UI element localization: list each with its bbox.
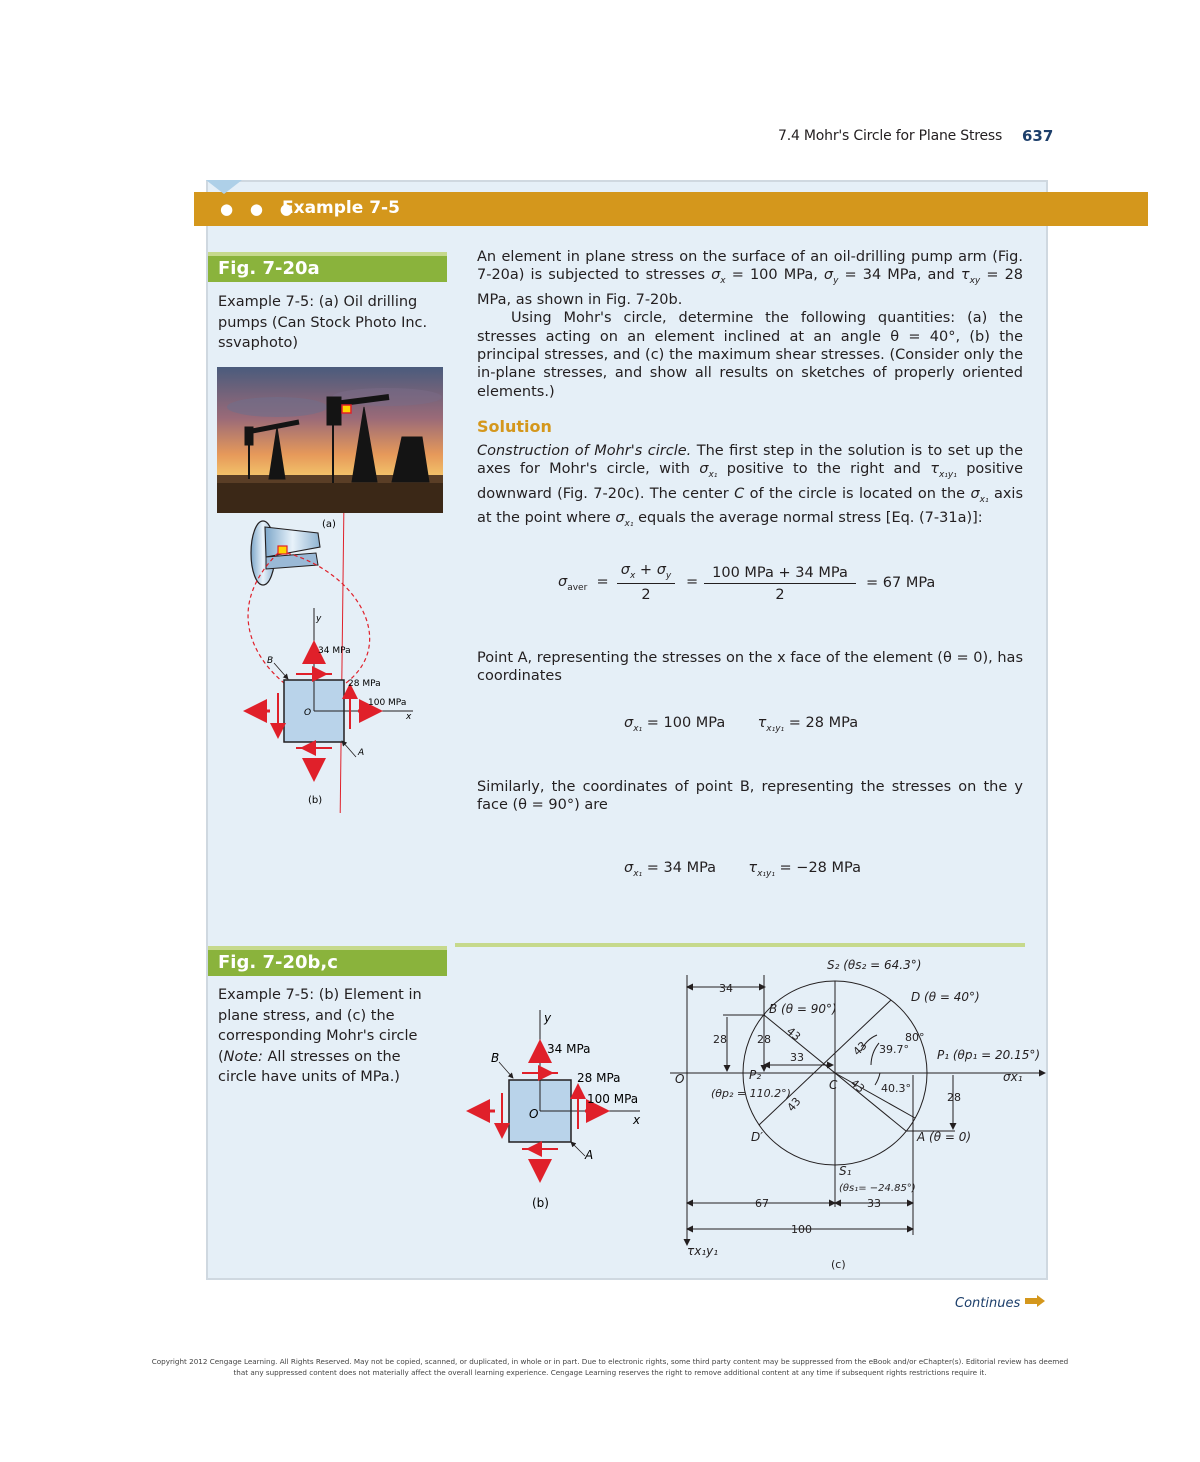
problem-text-1: An element in plane stress on the surface of an oil-drilling pump arm (Fig. 7-20a) is subjected to stresses	[477, 249, 1023, 284]
label-s1-angle: (θs₁= −24.85°)	[839, 1183, 916, 1194]
eq-frac1-den: 2	[641, 587, 651, 603]
label-p2: P₂	[749, 1068, 762, 1082]
continues-arrow-icon	[1025, 1295, 1045, 1307]
axis-y-label-b: y	[544, 1011, 552, 1025]
running-header: 7.4 Mohr's Circle for Plane Stress	[778, 128, 1003, 144]
label-a0: A (θ = 0)	[917, 1130, 972, 1144]
eq-frac2-den: 2	[775, 587, 785, 603]
stress-100-label: 100 MPa	[368, 698, 407, 708]
oil-pump-photo	[217, 367, 443, 513]
point-b-text: Similarly, the coordinates of point B, representing the stresses on the y face (θ = 90°) are	[477, 779, 1023, 814]
eq-frac1-num: $\sigma_x + \sigma_y$	[617, 562, 675, 584]
example-title: Example 7-5	[282, 198, 400, 218]
title-dots-icon: ● ● ●	[220, 200, 299, 218]
solution-text-6: equals the average normal stress [Eq. (7-31a)]:	[638, 510, 983, 526]
origin-label-b: O	[529, 1107, 539, 1121]
radius-43-lower-right: 43	[847, 1076, 867, 1096]
dim-28-mid: 28	[757, 1033, 771, 1046]
figure-caption: Example 7-5: (a) Oil drilling pumps (Can Stock Photo Inc. ssvaphoto)	[218, 294, 428, 351]
label-tau-axis: τx₁y₁	[687, 1244, 719, 1258]
figure-label-bc: Fig. 7-20b,c	[218, 952, 338, 973]
label-p2-angle: (θp₂ = 110.2°)	[711, 1087, 791, 1100]
eq-sigma-aver: $\sigma_{aver}$ =	[558, 574, 609, 593]
solution-heading: Solution	[477, 417, 552, 436]
radius-43-upper-left: 43	[783, 1024, 803, 1044]
eq-b-sigma: = 34 MPa	[646, 860, 717, 876]
label-b90: B (θ = 90°)	[769, 1002, 837, 1016]
label-d: D (θ = 40°)	[911, 990, 980, 1004]
sub-label-b: (b)	[308, 795, 323, 806]
figure-7-20b-element	[455, 1000, 655, 1215]
dim-28-right: 28	[947, 1091, 961, 1104]
figure-7-20ab-sketch	[208, 513, 448, 813]
point-a-label: A	[358, 748, 365, 758]
eq-equals: =	[686, 574, 699, 590]
page-number: 637	[1022, 127, 1054, 145]
problem-sy: = 34 MPa, and	[844, 267, 955, 284]
eq-result: = 67 MPa	[866, 575, 936, 591]
caption-bc-1: Example 7-5: (b) Element in plane stress, and (c) the corresponding Mohr's circle (	[218, 987, 422, 1065]
mohrs-circle-diagram	[665, 955, 1050, 1275]
origin-label: O	[304, 708, 312, 718]
point-a-text: Point A, representing the stresses on the x face of the element (θ = 0), has coordinates	[477, 650, 1023, 685]
angle-40-3: 40.3°	[881, 1082, 911, 1095]
point-b-label-b: B	[491, 1051, 500, 1065]
problem-statement: An element in plane stress on the surface of an oil-drilling pump arm (Fig. 7-20a) is subjected to stresses $\sigma_x = 100$ MPa, $\sigma_y = 34$ MPa, and $\tau_{xy} = 28$ MPa, as shown in Fig. 7-20b. Using Mohr's circle, determine the following quantities: (a) the stresses acting on an element inclined at an angle θ = 40°, (b) the principal stresses, and (c) the maximum shear stresses. (Consider only the in-plane stresses, and show all results on sketches of properly oriented elements.)	[477, 249, 1024, 400]
axis-x-label: x	[406, 712, 412, 722]
problem-txy: = 28 MPa, as shown in Fig. 7-20b.	[477, 267, 1024, 308]
dim-34: 34	[719, 982, 733, 995]
solution-intro: Construction of Mohr's circle. The first step in the solution is to set up the axes for Mohr's circle, with $\sigma_{x_1}$ positive to the right and $\tau_{x_1y_1}$ positive downward (Fig. 7-20c). The center C of the circle is located on the $\sigma_{x_1}$ axis at the point where $\sigma_{x_1}$ equals the average normal stress [Eq. (7-31a)]:	[477, 443, 1024, 529]
eq-frac2-num: 100 MPa + 34 MPa	[704, 565, 856, 584]
stress-28-label: 28 MPa	[348, 679, 381, 689]
solution-text-3: positive downward (Fig. 7-20c). The center	[477, 461, 1024, 502]
solution-text-2: positive to the right and	[726, 461, 921, 478]
figure-label-bar-bc	[208, 946, 447, 976]
label-origin: O	[675, 1072, 685, 1086]
copyright-notice: Copyright 2012 Cengage Learning. All Rights Reserved. May not be copied, scanned, or duplicated, in whole or in part. Due to electronic rights, some third party content may be suppressed from the eBook and/or eChapter(s). Editorial review has deemed that any suppressed content does not materially affect the overall learning experience. Cengage Learning reserves the right to remove additional content at any time if subsequent rights restrictions require it.	[151, 1357, 1069, 1377]
problem-sx: = 100 MPa,	[731, 267, 818, 284]
panel-corner-marker	[206, 180, 242, 194]
dim-67: 67	[755, 1197, 769, 1210]
angle-39-7: 39.7°	[879, 1043, 909, 1056]
dim-28-left: 28	[713, 1033, 727, 1046]
sub-label-b2: (b)	[532, 1196, 549, 1210]
point-b-label: B	[267, 656, 274, 666]
axis-x-label-b: x	[633, 1113, 641, 1127]
figure-label: Fig. 7-20a	[218, 258, 320, 279]
eq-point-a: $\sigma_{x_1} = 100$ MPa $\tau_{x_1y_1} = 28$ MPa	[624, 715, 859, 734]
stress-34-label: 34 MPa	[318, 646, 351, 656]
point-a-label-b: A	[585, 1148, 594, 1162]
sub-label-c: (c)	[831, 1258, 846, 1271]
dim-33-upper: 33	[790, 1051, 804, 1064]
radius-43-upper-right: 43	[850, 1039, 870, 1059]
radius-43-lower-left: 43	[784, 1095, 804, 1115]
caption-bc-2: All stresses on the circle have units of MPa.)	[218, 1048, 401, 1085]
section-separator	[455, 943, 1025, 947]
axis-y-label: y	[316, 614, 322, 624]
dim-33-lower: 33	[867, 1197, 881, 1210]
eq-point-b: $\sigma_{x_1} = 34$ MPa $\tau_{x_1y_1} = -28$ MPa	[624, 860, 862, 879]
figure-label-bar	[208, 252, 447, 282]
stress-28-label-b: 28 MPa	[577, 1071, 621, 1085]
label-p1: P₁ (θp₁ = 20.15°)	[937, 1048, 1041, 1062]
label-s2: S₂ (θs₂ = 64.3°)	[827, 958, 922, 972]
solution-lead: Construction of Mohr's circle.	[477, 443, 692, 459]
figure-caption-bc	[218, 985, 442, 1088]
label-sigma-axis: σx₁	[1003, 1070, 1023, 1084]
eq-a-tau: = 28 MPa	[788, 715, 859, 731]
label-c: C	[829, 1078, 838, 1092]
eq-b-tau: = −28 MPa	[779, 860, 862, 876]
stress-100-label-b: 100 MPa	[587, 1092, 639, 1106]
stress-34-label-b: 34 MPa	[547, 1042, 591, 1056]
dim-100: 100	[791, 1223, 812, 1236]
angle-80: 80°	[905, 1031, 925, 1044]
eq-a-sigma: = 100 MPa	[646, 715, 726, 731]
solution-text-4: of the circle is located on the	[749, 485, 966, 502]
solution-text-5: axis at the point where	[477, 485, 1024, 526]
sub-label-a: (a)	[322, 519, 336, 530]
solution-text-1: The first step in the solution is to set up the axes for Mohr's circle, with	[477, 443, 1024, 478]
caption-bc-note: Note:	[223, 1048, 263, 1065]
continues-label: Continues	[955, 1296, 1021, 1311]
label-dprime: D′	[751, 1130, 763, 1144]
label-s1: S₁	[839, 1164, 852, 1178]
problem-text-2: Using Mohr's circle, determine the following quantities: (a) the stresses acting on an element inclined at an angle θ = 40°, (b) the principal stresses, and (c) the maximum shear stresses. (Consider only the in-plane stresses, and show all results on sketches of properly oriented elements.)	[477, 310, 1023, 400]
